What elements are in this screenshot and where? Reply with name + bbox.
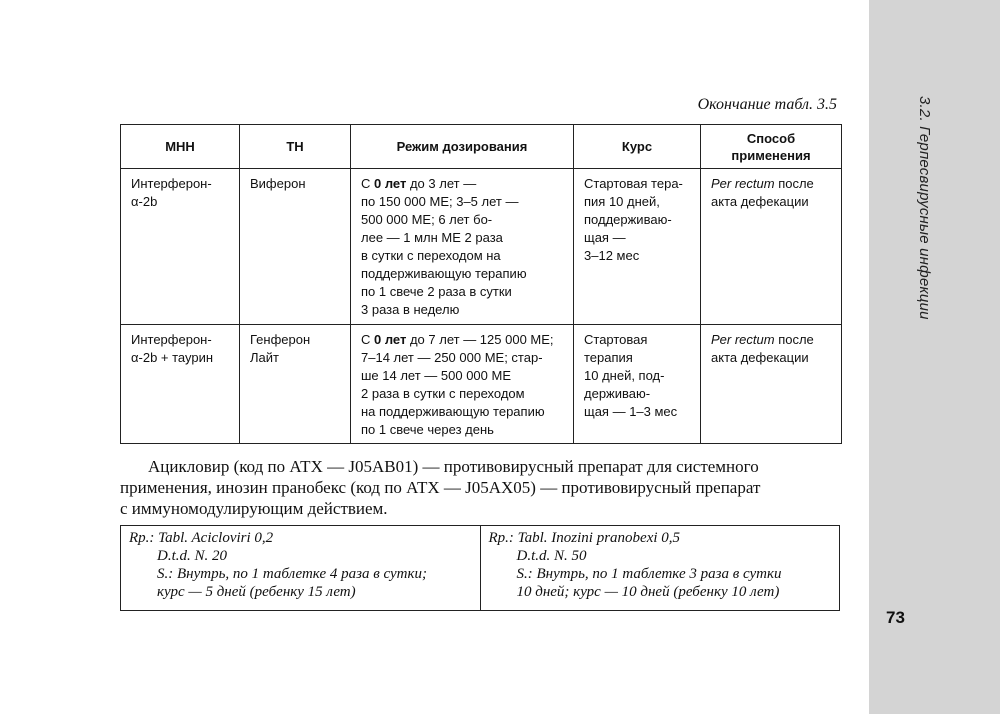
prescription-box [120,525,840,611]
cell-tn [240,325,351,444]
page-number: 73 [886,608,905,627]
cell-line: Генферон [250,332,311,347]
cell-line: α-2b + таурин [131,350,214,365]
cell-dosing [351,325,574,444]
cell-mnn [121,169,240,325]
table-header-row [121,125,842,169]
cell-line: на поддерживающую терапию [361,404,545,419]
cell-line: 3 раза в неделю [361,302,460,317]
dosing-start-age: 0 лет [374,176,407,191]
cell-course [574,169,701,325]
prescription-line: Rp.: Tabl. Inozini pranobexi 0,5 [488,530,681,546]
cell-line: α-2b [131,194,158,209]
header-mnn: МНН [121,125,240,169]
prescription-line: курс — 5 дней (ребенку 15 лет) [157,584,356,600]
cell-line: лее — 1 млн МЕ 2 раза [361,230,503,245]
cell-line: Виферон [250,176,306,191]
dosing-prefix: С [361,176,374,191]
cell-line: 7–14 лет — 250 000 МЕ; стар- [361,350,543,365]
cell-line: 3–12 мес [584,248,640,263]
method-route: Per rectum [711,176,775,191]
cell-line: Лайт [250,350,279,365]
paragraph-line: с иммуномодулирующим действием. [120,499,388,518]
cell-line: акта дефекации [711,194,809,209]
cell-line [361,175,565,193]
prescription-line: D.t.d. N. 20 [157,548,228,564]
prescription-line: 10 дней; курс — 10 дней (ребенку 10 лет) [516,584,780,600]
prescription-line: Rp.: Tabl. Aciclovirі 0,2 [129,530,274,546]
cell-line: в сутки с переходом на [361,248,501,263]
method-rest: после [774,332,814,347]
header-method-line: применения [731,147,811,163]
cell-line [711,331,833,349]
cell-line [711,175,833,193]
method-rest: после [774,176,814,191]
header-tn: ТН [240,125,351,169]
cell-line [361,331,565,349]
cell-line: поддерживаю- [584,212,672,227]
cell-line: Стартовая тера- [584,176,683,191]
cell-line: терапия [584,350,633,365]
cell-line: Стартовая [584,332,648,347]
cell-line: пия 10 дней, [584,194,660,209]
table-row [121,169,842,325]
cell-dosing [351,169,574,325]
paragraph-line: применения, инозин пранобекс (код по АТХ — J05AX05) — противовирусный препарат [120,478,761,497]
cell-line: по 1 свече 2 раза в сутки [361,284,512,299]
page-margin-sidebar [869,0,1000,714]
cell-method [701,325,842,444]
cell-line: щая — 1–3 мес [584,404,678,419]
header-course: Курс [574,125,701,169]
cell-mnn [121,325,240,444]
header-method [701,125,842,169]
cell-line: 10 дней, под- [584,368,665,383]
prescription-inosine [480,526,840,610]
cell-line: Интерферон- [131,176,212,191]
cell-line: поддерживающую терапию [361,266,527,281]
cell-method [701,169,842,325]
method-route: Per rectum [711,332,775,347]
cell-tn [240,169,351,325]
prescription-aciclovir [121,526,480,610]
dosing-first-rest: до 7 лет — 125 000 МЕ; [406,332,554,347]
cell-line: 500 000 МЕ; 6 лет бо- [361,212,493,227]
cell-line: акта дефекации [711,350,809,365]
cell-course [574,325,701,444]
dosing-prefix: С [361,332,374,347]
table-row [121,325,842,444]
cell-line: ше 14 лет — 500 000 МЕ [361,368,512,383]
table-caption: Окончание табл. 3.5 [697,96,837,113]
dosing-start-age: 0 лет [374,332,407,347]
body-paragraph [120,456,840,519]
header-method-line: Способ [746,130,796,146]
dosing-first-rest: до 3 лет — [406,176,477,191]
cell-line: щая — [584,230,626,245]
cell-line: Интерферон- [131,332,212,347]
cell-line: держиваю- [584,386,651,401]
drug-table [120,124,842,444]
prescription-line: S.: Внутрь, по 1 таблетке 3 раза в сутки [516,566,782,582]
cell-line: по 1 свече через день [361,422,494,437]
cell-line: по 150 000 МЕ; 3–5 лет — [361,194,519,209]
cell-line: 2 раза в сутки с переходом [361,386,525,401]
prescription-line: D.t.d. N. 50 [516,548,587,564]
prescription-line: S.: Внутрь, по 1 таблетке 4 раза в сутки; [157,566,428,582]
header-dosing: Режим дозирования [351,125,574,169]
running-section-title: 3.2. Герпесвирусные инфекции [916,96,933,320]
paragraph-line: Ацикловир (код по АТХ — J05AB01) — противовирусный препарат для системного [148,457,759,476]
